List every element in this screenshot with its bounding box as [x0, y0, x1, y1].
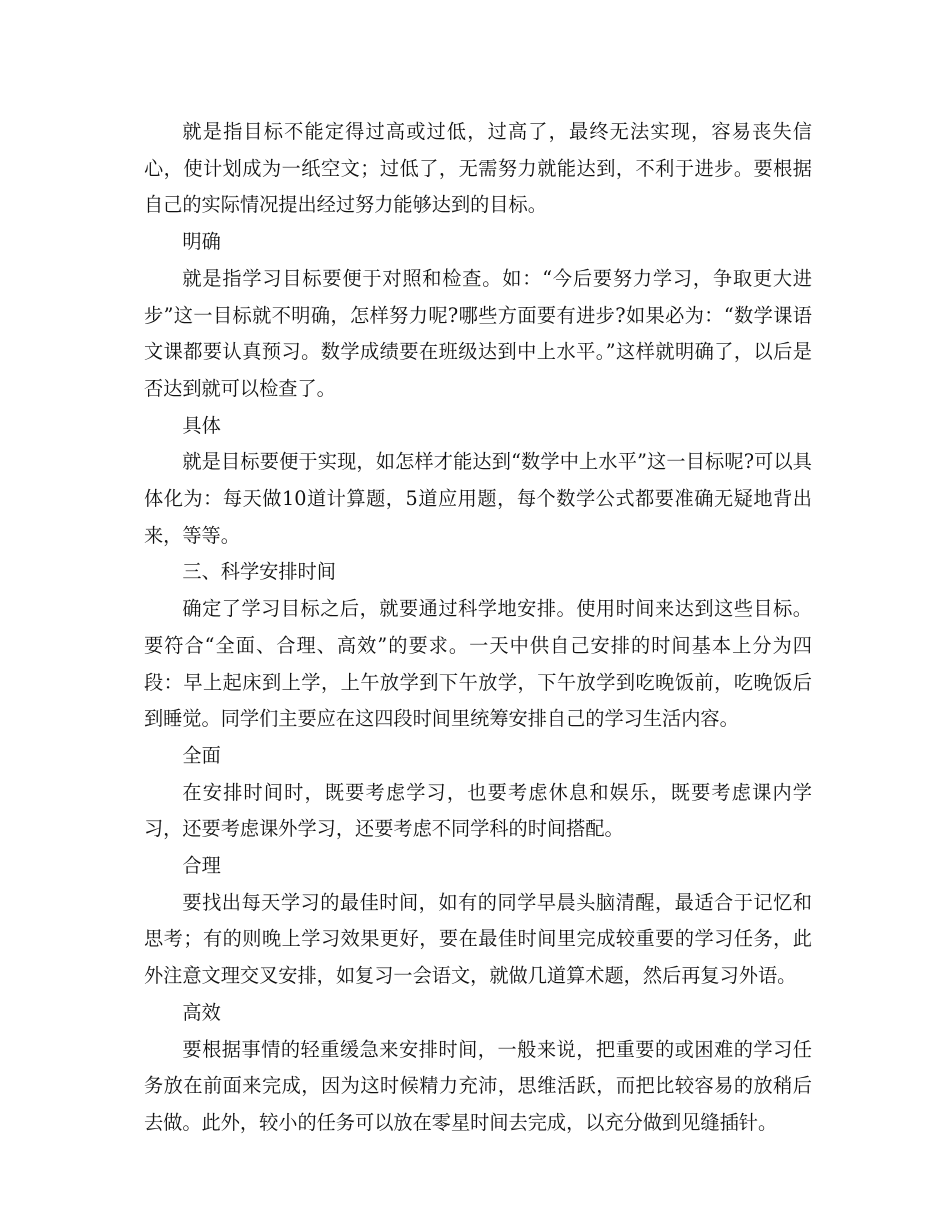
paragraph-comprehensive: 在安排时间时，既要考虑学习，也要考虑休息和娱乐，既要考虑课内学习，还要考虑课外学习，还要考虑不同学科的时间搭配。: [144, 780, 812, 841]
subheading-efficient: 高效: [182, 1000, 221, 1024]
paragraph-efficient: 要根据事情的轻重缓急来安排时间，一般来说，把重要的或困难的学习任务放在前面来完成，因为这时候精力充沛，思维活跃，而把比较容易的放稍后去做。此外，较小的任务可以放在零星时间去完成，以充分做到见缝插针。: [144, 1037, 812, 1134]
section-heading-schedule-time: 三、科学安排时间: [182, 560, 336, 584]
subheading-reasonable: 合理: [182, 854, 221, 878]
paragraph-specific-goal: 就是目标要便于实现，如怎样才能达到“数学中上水平”这一目标呢?可以具体化为：每天做10道计算题，5道应用题，每个数学公式都要准确无疑地背出来，等等。: [144, 450, 812, 547]
subheading-comprehensive: 全面: [182, 743, 221, 767]
subheading-clear: 明确: [182, 230, 221, 254]
paragraph-reasonable: 要找出每天学习的最佳时间，如有的同学早晨头脑清醒，最适合于记忆和思考；有的则晚上学习效果更好，要在最佳时间里完成较重要的学习任务，此外注意文理交叉安排，如复习一会语文，就做几道算术题，然后再复习外语。: [144, 890, 812, 988]
paragraph-schedule-intro: 确定了学习目标之后，就要通过科学地安排。使用时间来达到这些目标。要符合“全面、合理、高效”的要求。一天中供自己安排的时间基本上分为四段：早上起床到上学，上午放学到下午放学，下午放学到吃晚饭前，吃晚饭后到睡觉。同学们主要应在这四段时间里统筹安排自己的学习生活内容。: [144, 597, 812, 731]
paragraph-realistic-goal: 就是指目标不能定得过高或过低，过高了，最终无法实现，容易丧失信心，使计划成为一纸空文；过低了，无需努力就能达到，不利于进步。要根据自己的实际情况提出经过努力能够达到的目标。: [144, 120, 812, 217]
paragraph-clear-goal: 就是指学习目标要便于对照和检查。如：“今后要努力学习，争取更大进步”这一目标就不明确，怎样努力呢?哪些方面要有进步?如果必为：“数学课语文课都要认真预习。数学成绩要在班级达到中上水平。”这样就明确了，以后是否达到就可以检查了。: [144, 266, 812, 400]
subheading-specific: 具体: [182, 413, 221, 437]
